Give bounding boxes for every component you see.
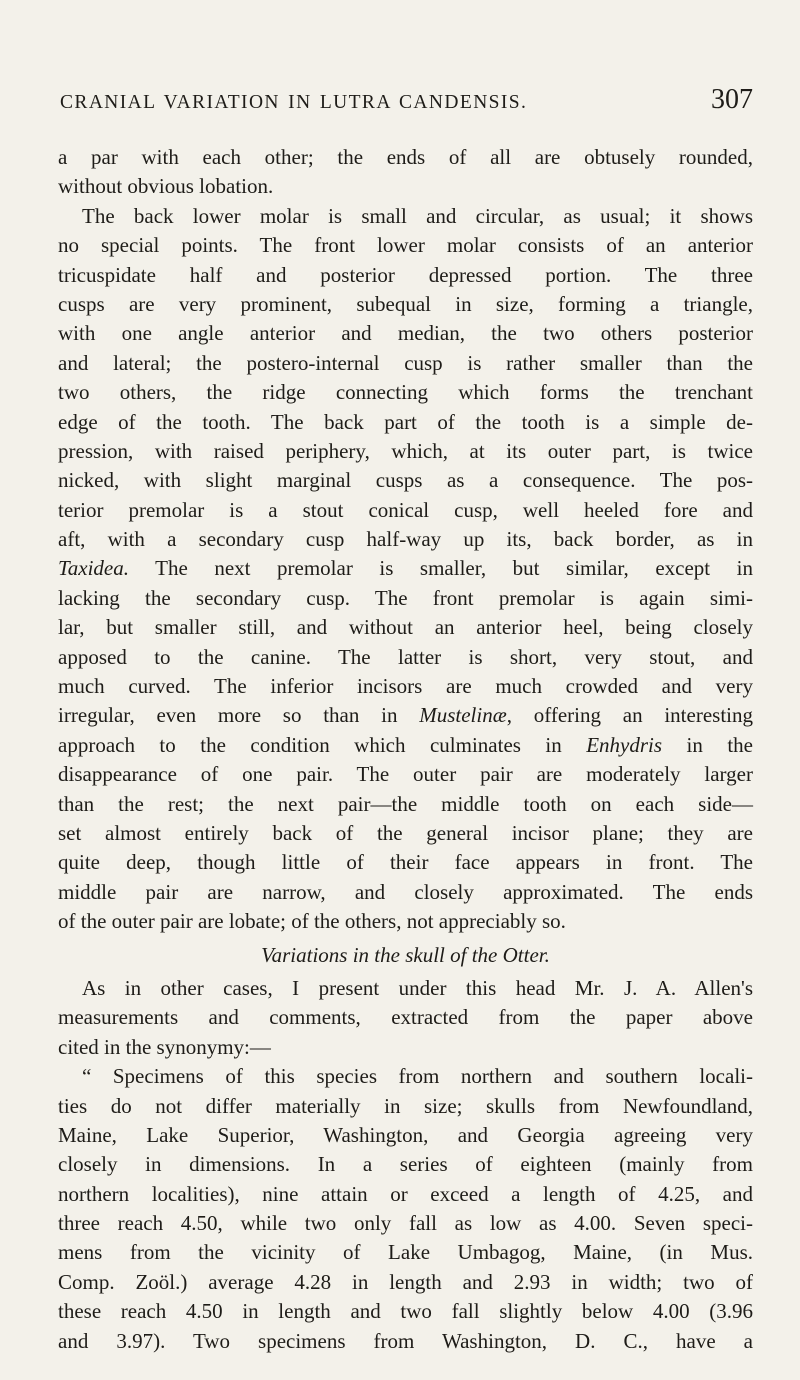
text-line: The back lower molar is small and circular, as usual; it shows — [82, 203, 753, 228]
text-line: a par with each other; the ends of all are obtusely rounded, — [58, 145, 753, 169]
text-line: measurements and comments, extracted from the paper above — [58, 1005, 753, 1030]
taxon-name: Taxidea. — [58, 556, 129, 581]
text-line: with one angle anterior and median, the two others posterior — [58, 321, 753, 346]
text-line: three reach 4.50, while two only fall as low as 4.00. Seven speci- — [58, 1211, 753, 1236]
text-line: pression, with raised periphery, which, at its outer part, is twice — [58, 438, 753, 463]
text-line: northern localities), nine attain or exceed a length of 4.25, and — [58, 1181, 753, 1206]
page-number: 307 — [711, 84, 753, 115]
text-line: without obvious lobation. — [58, 174, 274, 199]
text-line: much curved. The inferior incisors are much crowded and very — [58, 674, 753, 699]
text-line: As in other cases, I present under this head Mr. J. A. Allen's — [82, 975, 753, 1000]
text-line — [58, 701, 753, 730]
text-line: two others, the ridge connecting which forms the trenchant — [58, 380, 753, 405]
text-line — [58, 731, 753, 760]
taxon-name: Mustelinæ — [419, 703, 507, 728]
text-run: , offering an interesting — [506, 703, 753, 728]
text-line: nicked, with slight marginal cusps as a consequence. The pos- — [58, 468, 753, 493]
text-line: Maine, Lake Superior, Washington, and Georgia agreeing very — [58, 1122, 753, 1147]
text-line: aft, with a secondary cusp half-way up its, back border, as in — [58, 527, 753, 552]
section-heading: Variations in the skull of the Otter. — [261, 942, 550, 967]
text-line: tricuspidate half and posterior depressed portion. The three — [58, 262, 753, 287]
text-line: and 3.97). Two specimens from Washington, D. C., have a — [58, 1328, 753, 1353]
running-header — [60, 84, 753, 120]
text-run: in the — [662, 732, 753, 757]
text-line: lacking the secondary cusp. The front premolar is again simi- — [58, 585, 753, 610]
text-line: of the outer pair are lobate; of the others, not appreciably so. — [58, 909, 566, 934]
text-line — [58, 554, 753, 583]
header-title: CRANIAL VARIATION IN LUTRA CANDENSIS. — [60, 92, 528, 113]
text-line: “ Specimens of this species from northern and southern locali- — [82, 1064, 753, 1089]
text-line: these reach 4.50 in length and two fall slightly below 4.00 (3.96 — [58, 1299, 753, 1324]
text-line: lar, but smaller still, and without an anterior heel, being closely — [58, 615, 753, 640]
text-line: Comp. Zoöl.) average 4.28 in length and 2.93 in width; two of — [58, 1269, 753, 1294]
text-line: closely in dimensions. In a series of eighteen (mainly from — [58, 1152, 753, 1177]
text-run: The next premolar is smaller, but similar, except in — [128, 556, 753, 581]
text-run: irregular, even more so than in — [58, 703, 420, 728]
text-line: set almost entirely back of the general incisor plane; they are — [58, 820, 753, 845]
text-run: approach to the condition which culminates in — [58, 732, 587, 757]
text-line: terior premolar is a stout conical cusp, well heeled fore and — [58, 497, 753, 522]
text-line: edge of the tooth. The back part of the tooth is a simple de- — [58, 409, 753, 434]
body-text — [58, 143, 753, 1356]
text-line: and lateral; the postero-internal cusp is rather smaller than the — [58, 350, 753, 375]
text-line: mens from the vicinity of Lake Umbagog, Maine, (in Mus. — [58, 1240, 753, 1265]
text-line: disappearance of one pair. The outer pair are moderately larger — [58, 762, 753, 787]
text-line: apposed to the canine. The latter is short, very stout, and — [58, 644, 753, 669]
text-line: no special points. The front lower molar consists of an anterior — [58, 233, 753, 258]
text-line: ties do not differ materially in size; skulls from Newfoundland, — [58, 1093, 753, 1118]
text-line: cited in the synonymy:— — [58, 1034, 271, 1059]
taxon-name: Enhydris — [586, 732, 663, 757]
text-line: middle pair are narrow, and closely approximated. The ends — [58, 879, 753, 904]
text-line: cusps are very prominent, subequal in size, forming a triangle, — [58, 291, 753, 316]
text-line: than the rest; the next pair—the middle tooth on each side— — [58, 791, 753, 816]
text-line: quite deep, though little of their face appears in front. The — [58, 850, 753, 875]
